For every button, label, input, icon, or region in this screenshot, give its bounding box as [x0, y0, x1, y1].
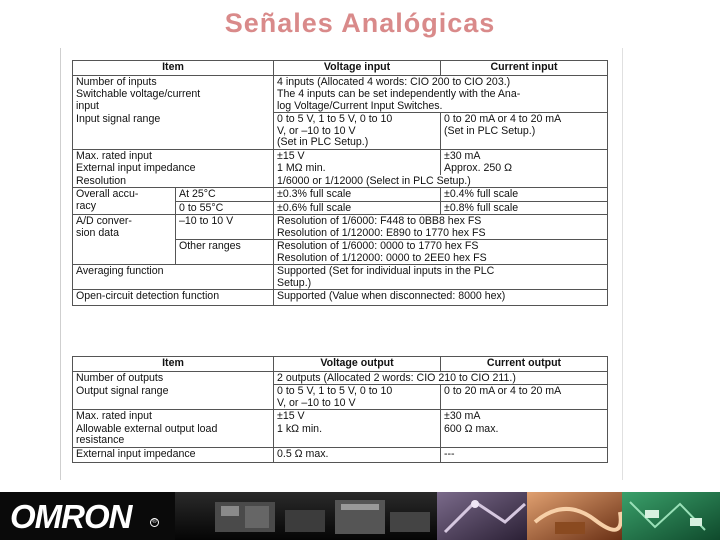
item-cell: Input signal range	[73, 113, 274, 150]
table-row	[73, 88, 608, 113]
table-row	[73, 188, 608, 202]
table-header-row	[73, 357, 608, 372]
condition-cell: 0 to 55°C	[176, 201, 274, 215]
value-cell: 1/6000 or 1/12000 (Select in PLC Setup.)	[274, 175, 608, 188]
industrial-photo-strip	[175, 492, 720, 540]
table-row	[73, 162, 608, 175]
analog-input-spec-table	[72, 60, 608, 306]
table-row	[73, 410, 608, 423]
item-cell: A/D conver- sion data	[73, 215, 176, 265]
item-cell: Resolution	[73, 175, 274, 188]
item-cell: Number of outputs	[73, 371, 274, 385]
value-cell: Resolution of 1/6000: 0000 to 1770 hex FS Resolution of 1/12000: 0000 to 2EE0 hex FS	[274, 240, 608, 265]
item-cell: Overall accu- racy	[73, 188, 176, 215]
item-cell: External input impedance	[73, 447, 274, 463]
header-voltage-input: Voltage input	[274, 61, 441, 76]
voltage-cell: ±15 V	[274, 410, 441, 423]
item-cell: Averaging function	[73, 265, 274, 290]
current-cell: Approx. 250 Ω	[441, 162, 608, 175]
logo-wordmark: OMRON	[10, 498, 132, 535]
table-header-row	[73, 61, 608, 76]
voltage-cell: ±0.6% full scale	[274, 201, 441, 215]
analog-output-spec-table	[72, 356, 608, 463]
omron-logo	[0, 492, 175, 540]
condition-cell: Other ranges	[176, 240, 274, 265]
value-cell: The 4 inputs can be set independently with the Ana- log Voltage/Current Input Switches.	[274, 88, 608, 113]
voltage-cell: 0 to 5 V, 1 to 5 V, 0 to 10 V, or –10 to 10 V	[274, 385, 441, 410]
table-row	[73, 385, 608, 410]
table-row	[73, 149, 608, 162]
table-row	[73, 75, 608, 88]
value-cell: Supported (Value when disconnected: 8000 hex)	[274, 290, 608, 306]
table-row	[73, 447, 608, 463]
current-cell: ±30 mA	[441, 410, 608, 423]
voltage-cell: 1 kΩ min.	[274, 423, 441, 448]
voltage-cell: ±0.3% full scale	[274, 188, 441, 202]
condition-cell: At 25°C	[176, 188, 274, 202]
current-cell: ---	[441, 447, 608, 463]
header-voltage-output: Voltage output	[274, 357, 441, 372]
item-cell: Open-circuit detection function	[73, 290, 274, 306]
slide-title: Señales Analógicas	[224, 8, 496, 38]
footer-banner	[0, 492, 720, 540]
header-current-input: Current input	[441, 61, 608, 76]
value-cell: Resolution of 1/6000: F448 to 0BB8 hex FS Resolution of 1/12000: E890 to 1770 hex FS	[274, 215, 608, 240]
condition-cell: –10 to 10 V	[176, 215, 274, 240]
table-row	[73, 371, 608, 385]
item-cell: Output signal range	[73, 385, 274, 410]
table-row	[73, 423, 608, 448]
value-cell: Supported (Set for individual inputs in the PLC Setup.)	[274, 265, 608, 290]
current-cell: ±0.4% full scale	[441, 188, 608, 202]
item-cell: External input impedance	[73, 162, 274, 175]
table-row	[73, 113, 608, 150]
item-cell: Switchable voltage/current input	[73, 88, 274, 113]
header-item: Item	[73, 357, 274, 372]
table-row	[73, 175, 608, 188]
table-row	[73, 290, 608, 306]
current-cell: 0 to 20 mA or 4 to 20 mA (Set in PLC Setup.)	[441, 113, 608, 150]
item-cell: Max. rated input	[73, 149, 274, 162]
voltage-cell: 0 to 5 V, 1 to 5 V, 0 to 10 V, or –10 to 10 V (Set in PLC Setup.)	[274, 113, 441, 150]
header-current-output: Current output	[441, 357, 608, 372]
table-row	[73, 215, 608, 240]
current-cell: ±30 mA	[441, 149, 608, 162]
current-cell: 0 to 20 mA or 4 to 20 mA	[441, 385, 608, 410]
item-cell: Allowable external output load resistance	[73, 423, 274, 448]
voltage-cell: 1 MΩ min.	[274, 162, 441, 175]
voltage-cell: ±15 V	[274, 149, 441, 162]
header-item: Item	[73, 61, 274, 76]
voltage-cell: 0.5 Ω max.	[274, 447, 441, 463]
item-cell: Max. rated input	[73, 410, 274, 423]
table-row	[73, 265, 608, 290]
value-cell: 4 inputs (Allocated 4 words: CIO 200 to CIO 203.)	[274, 75, 608, 88]
value-cell: 2 outputs (Allocated 2 words: CIO 210 to CIO 211.)	[274, 371, 608, 385]
current-cell: 600 Ω max.	[441, 423, 608, 448]
registered-mark-icon: ®	[150, 518, 159, 527]
item-cell: Number of inputs	[73, 75, 274, 88]
current-cell: ±0.8% full scale	[441, 201, 608, 215]
